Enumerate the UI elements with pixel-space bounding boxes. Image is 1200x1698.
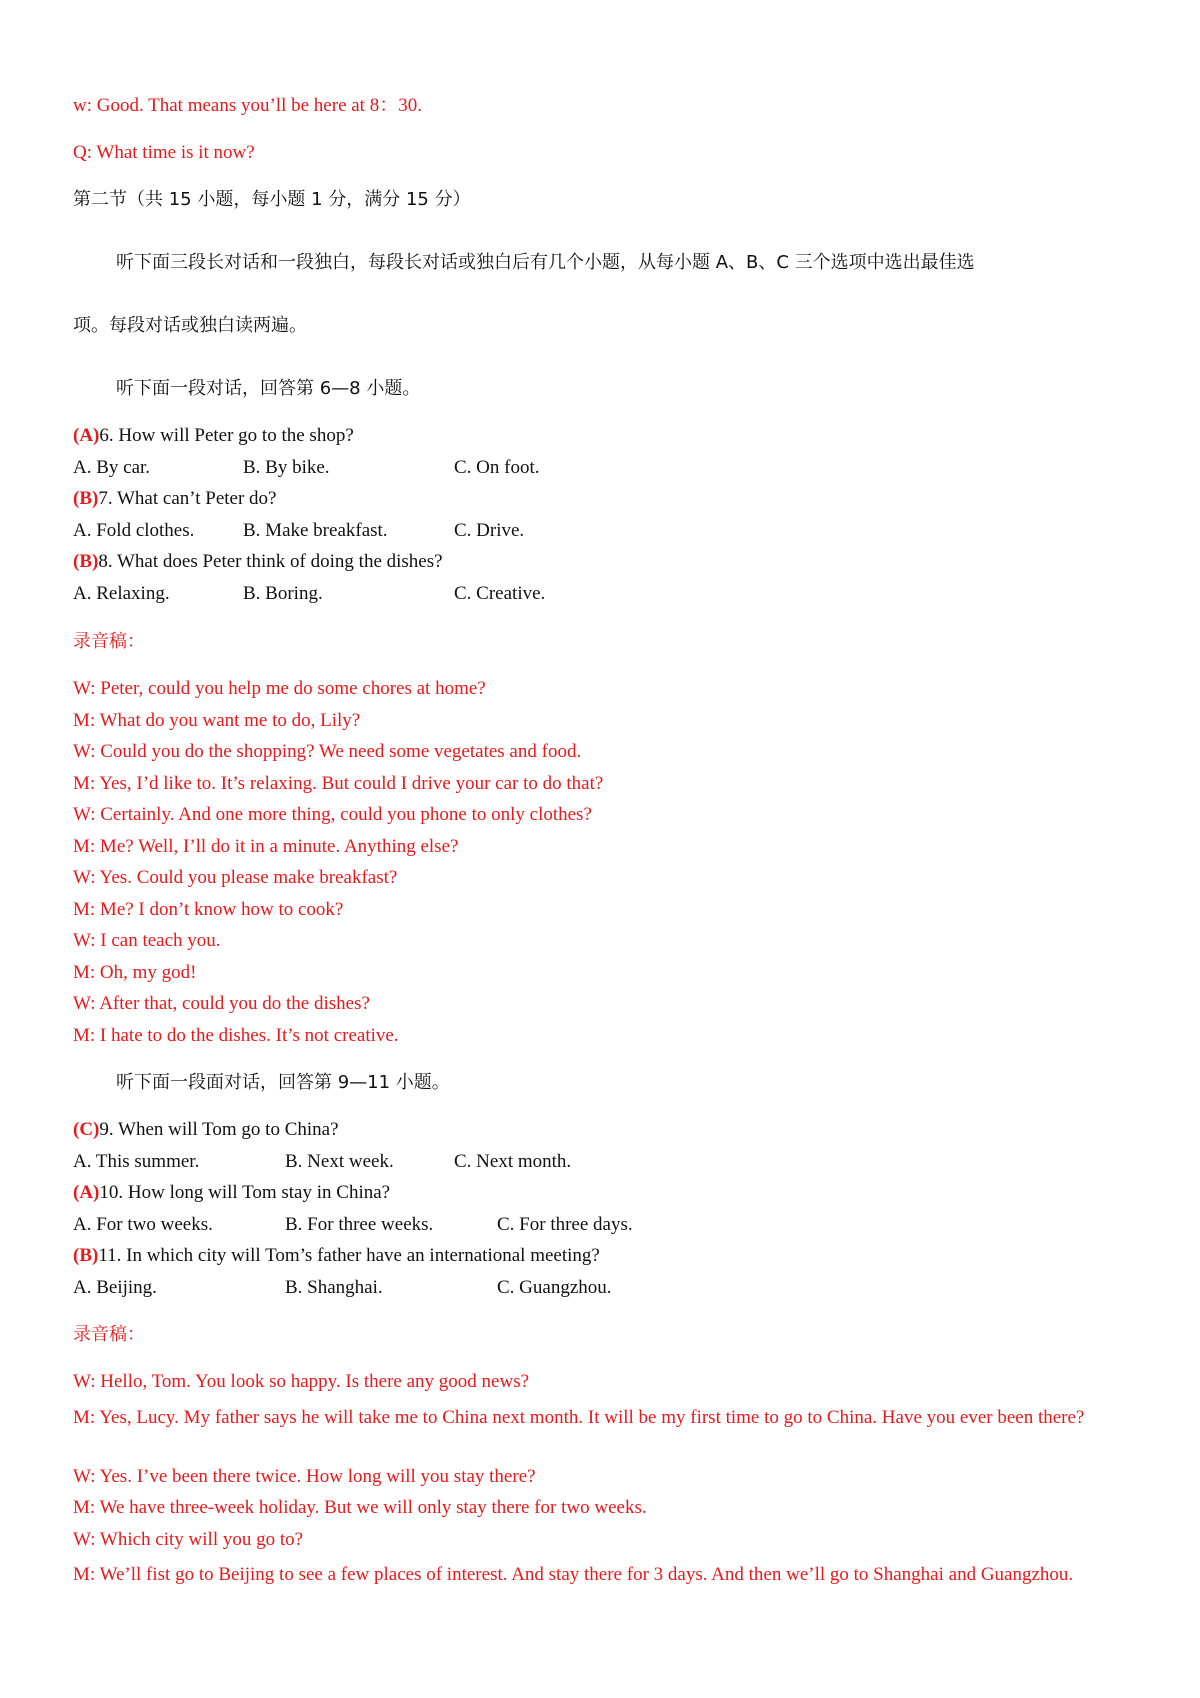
- question-text: 9. When will Tom go to China?: [99, 1119, 339, 1140]
- question-text: 11. In which city will Tom’s father have an international meeting?: [98, 1245, 600, 1266]
- q11-option-c: C. Guangzhou.: [497, 1277, 612, 1298]
- section-title: 第二节（共 15 小题，每小题 1 分，满分 15 分）: [73, 189, 471, 210]
- q11-option-b: B. Shanghai.: [285, 1277, 383, 1298]
- dialogue1-script-line-12: M: I hate to do the dishes. It’s not creative.: [73, 1025, 399, 1046]
- dialogue1-script-line-2: M: What do you want me to do, Lily?: [73, 710, 361, 731]
- answer-label: (B): [73, 488, 99, 509]
- dialogue2-script-line-2: M: Yes, Lucy. My father says he will take me to China next month. It will be my first time to go to China. Have you ever been there?: [73, 1407, 1085, 1428]
- dialogue2-heading: 听下面一段面对话，回答第 9—11 小题。: [116, 1072, 450, 1093]
- dialogue2-script-line-3: W: Yes. I’ve been there twice. How long will you stay there?: [73, 1466, 536, 1487]
- q11-option-a: A. Beijing.: [73, 1277, 157, 1298]
- dialogue1-script-line-1: W: Peter, could you help me do some chores at home?: [73, 678, 486, 699]
- q6-option-b: B. By bike.: [243, 457, 330, 478]
- q6-option-c: C. On foot.: [454, 457, 540, 478]
- intro-line-2: Q: What time is it now?: [73, 142, 255, 163]
- q7-option-b: B. Make breakfast.: [243, 520, 388, 541]
- dialogue1-script-line-6: M: Me? Well, I’ll do it in a minute. Anything else?: [73, 836, 459, 857]
- q8-option-c: C. Creative.: [454, 583, 546, 604]
- q7-option-a: A. Fold clothes.: [73, 520, 195, 541]
- question-text: 10. How long will Tom stay in China?: [99, 1182, 391, 1203]
- question-text: 8. What does Peter think of doing the dishes?: [98, 551, 443, 572]
- q10-option-a: A. For two weeks.: [73, 1214, 213, 1235]
- question-6: [73, 424, 354, 448]
- q6-option-a: A. By car.: [73, 457, 151, 478]
- question-10: [73, 1181, 390, 1205]
- q10-option-c: C. For three days.: [497, 1214, 633, 1235]
- q10-option-b: B. For three weeks.: [285, 1214, 434, 1235]
- dialogue2-script-line-6: M: We’ll fist go to Beijing to see a few places of interest. And stay there for 3 days. And then we’ll go to Shanghai and Guangzhou.: [73, 1564, 1074, 1585]
- dialogue1-script-line-4: M: Yes, I’d like to. It’s relaxing. But could I drive your car to do that?: [73, 773, 604, 794]
- answer-label: (B): [73, 551, 99, 572]
- section-instruction-line-2: 项。每段对话或独白读两遍。: [73, 315, 307, 336]
- q9-option-c: C. Next month.: [454, 1151, 572, 1172]
- dialogue2-script-label: 录音稿：: [73, 1324, 145, 1345]
- q7-option-c: C. Drive.: [454, 520, 525, 541]
- intro-line-1: w: Good. That means you’ll be here at 8：30.: [73, 95, 422, 116]
- dialogue2-script-line-5: W: Which city will you go to?: [73, 1529, 304, 1550]
- dialogue1-script-line-5: W: Certainly. And one more thing, could you phone to only clothes?: [73, 804, 592, 825]
- answer-label: (B): [73, 1245, 99, 1266]
- dialogue1-script-line-9: W: I can teach you.: [73, 930, 221, 951]
- dialogue1-script-line-11: W: After that, could you do the dishes?: [73, 993, 370, 1014]
- answer-label: (A): [73, 1182, 100, 1203]
- question-9: [73, 1118, 339, 1142]
- question-text: 6. How will Peter go to the shop?: [99, 425, 354, 446]
- question-11: [73, 1244, 600, 1268]
- question-8: [73, 550, 443, 574]
- question-7: [73, 487, 276, 511]
- answer-label: (C): [73, 1119, 100, 1140]
- q8-option-a: A. Relaxing.: [73, 583, 170, 604]
- q9-option-b: B. Next week.: [285, 1151, 394, 1172]
- dialogue1-script-label: 录音稿：: [73, 631, 145, 652]
- dialogue1-heading: 听下面一段对话，回答第 6—8 小题。: [116, 378, 421, 399]
- dialogue2-script-line-4: M: We have three-week holiday. But we will only stay there for two weeks.: [73, 1497, 647, 1518]
- section-instruction-line-1: 听下面三段长对话和一段独白，每段长对话或独白后有几个小题，从每小题 A、B、C 三个选项中选出最佳选: [116, 252, 975, 273]
- dialogue1-script-line-8: M: Me? I don’t know how to cook?: [73, 899, 344, 920]
- q8-option-b: B. Boring.: [243, 583, 323, 604]
- q9-option-a: A. This summer.: [73, 1151, 200, 1172]
- dialogue1-script-line-10: M: Oh, my god!: [73, 962, 197, 983]
- dialogue2-script-line-1: W: Hello, Tom. You look so happy. Is there any good news?: [73, 1371, 530, 1392]
- answer-label: (A): [73, 425, 100, 446]
- dialogue1-script-line-3: W: Could you do the shopping? We need some vegetates and food.: [73, 741, 582, 762]
- dialogue1-script-line-7: W: Yes. Could you please make breakfast?: [73, 867, 398, 888]
- question-text: 7. What can’t Peter do?: [98, 488, 277, 509]
